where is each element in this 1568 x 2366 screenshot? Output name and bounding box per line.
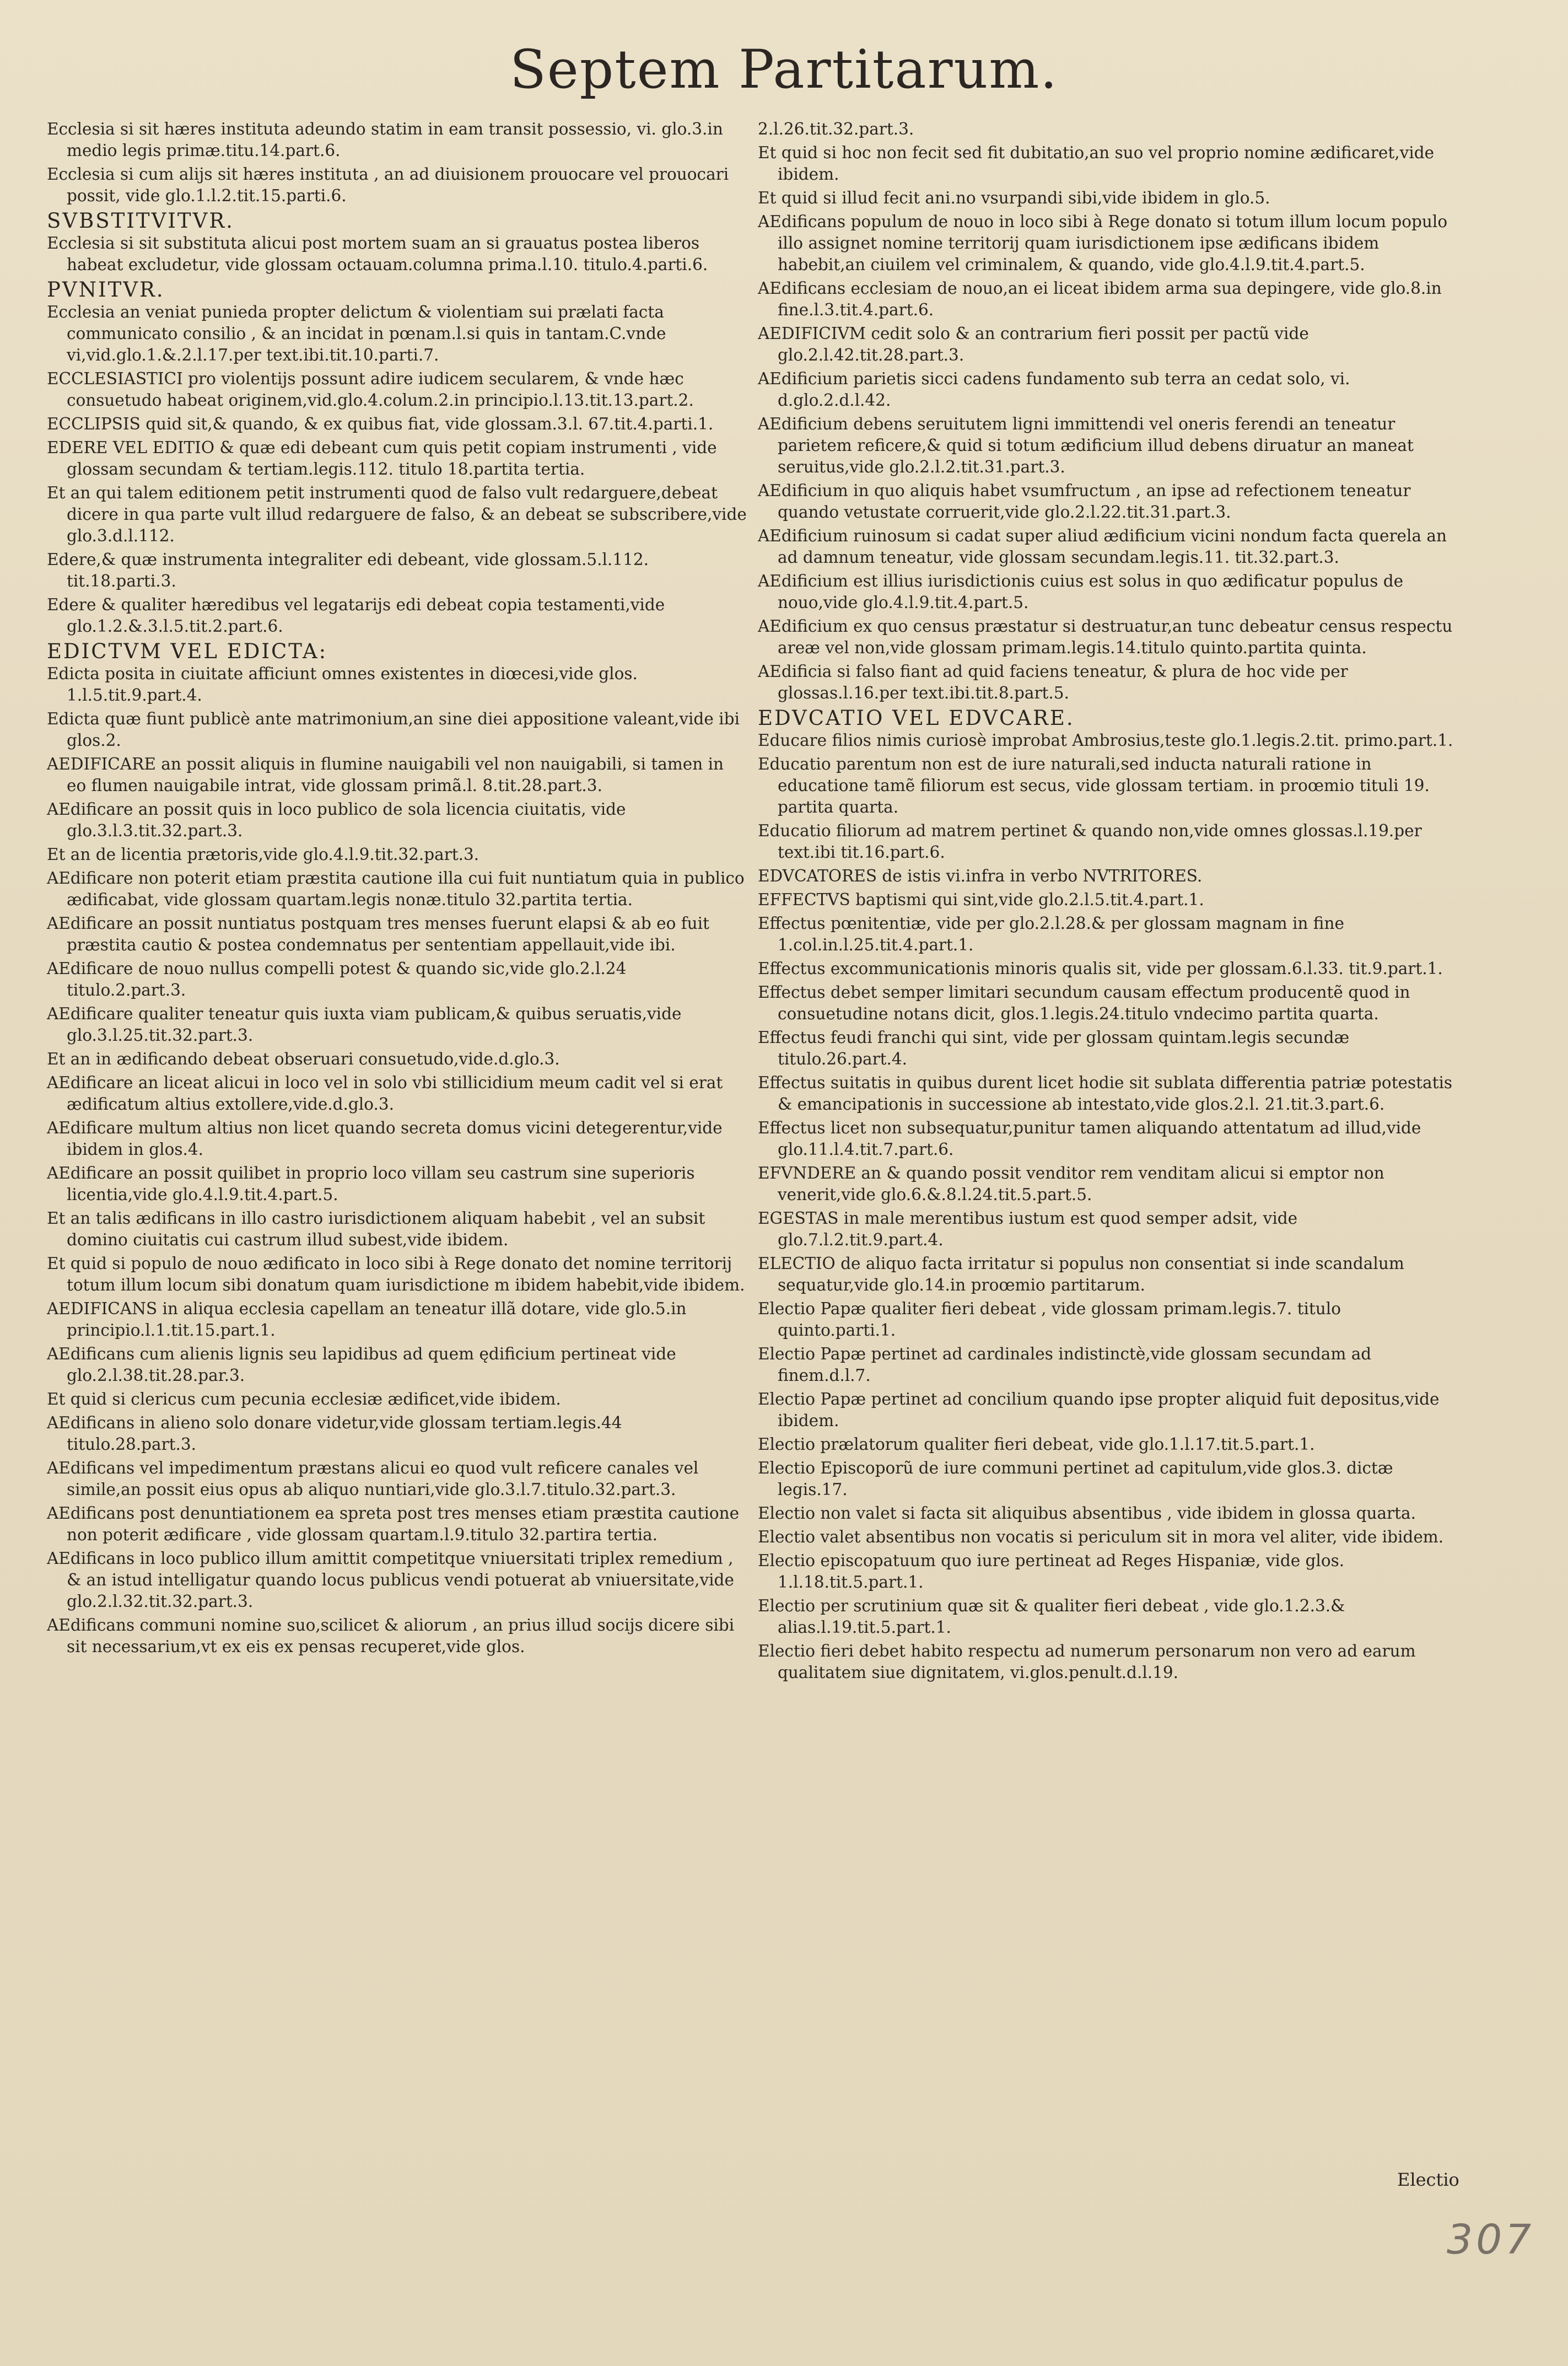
index-entry: Effectus suitatis in quibus durent licet hodie sit sublata differentia patriæ potestatis & emancipationis in successione ab intestato,vide glos.2.l. 21.tit.3.part.6. (758, 1073, 1453, 1114)
index-entry: AEdificium ruinosum si cadat super aliud ædificium vicini nondum facta querela an ad damnum teneatur, vide glossam secundam.legis.11. tit.32.part.3. (758, 526, 1447, 567)
index-entry: AEdificium in quo aliquis habet vsumfructum , an ipse ad refectionem teneatur quando vetustate corruerit,vide glo.2.l.22.tit.31.part.3. (758, 481, 1411, 521)
index-entry: Educatio parentum non est de iure naturali,sed inducta naturali ratione in educatione tamẽ filiorum est secus, vide glossam tertiam. in proœmio tituli 19. partita quarta. (758, 755, 1430, 816)
index-entry: Electio Episcoporũ de iure communi pertinet ad capitulum,vide glos.3. dictæ legis.17. (758, 1459, 1393, 1499)
index-entry: AEdificans vel impedimentum præstans alicui eo quod vult reficere canales vel simile,an possit eius opus ab aliquo nuntiari,vide glo.3.l.7.titulo.32.part.3. (47, 1459, 699, 1499)
index-entry: AEdificans post denuntiationem ea spreta post tres menses etiam præstita cautione non poterit ædificare , vide glossam quartam.l.9.titulo 32.partira tertia. (47, 1504, 740, 1544)
index-entry: AEdificans ecclesiam de nouo,an ei liceat ibidem arma sua depingere, vide glo.8.in fine.l.3.tit.4.part.6. (758, 279, 1442, 319)
index-heading: EDVCATIO VEL EDVCARE. (758, 706, 1075, 730)
index-entry: ECCLESIASTICI pro violentijs possunt adire iudicem secularem, & vnde hæc consuetudo habeat originem,vid.glo.4.colum.2.in principio.l.13.tit.13.part.2. (47, 369, 694, 410)
index-entry: AEdificare non poterit etiam præstita cautione illa cui fuit nuntiatum quia in publico ædificabat, vide glossam quartam.legis nonæ.titulo 32.partita tertia. (47, 869, 745, 909)
index-entry: AEdificium ex quo census præstatur si destruatur,an tunc debeatur census respectu areæ vel non,vide glossam primam.legis.14.titulo quinto.partita quinta. (758, 617, 1453, 657)
index-entry: Ecclesia si sit hæres instituta adeundo statim in eam transit possessio, vi. glo.3.in medio legis primæ.titu.14.part.6. (47, 120, 723, 160)
index-entry: Et quid si hoc non fecit sed fit dubitatio,an suo vel proprio nomine ædificaret,vide ibidem. (758, 143, 1435, 184)
index-entry: Et quid si clericus cum pecunia ecclesiæ ædificet,vide ibidem. (47, 1390, 561, 1408)
index-entry: AEdificium debens seruitutem ligni immittendi vel oneris ferendi an teneatur parietem reficere,& quid si totum ædificium illud debens diruatur an maneat seruitus,vide glo.2.l.2.tit.31.part.3. (758, 415, 1414, 476)
index-entry: Et an de licentia prætoris,vide glo.4.l.9.tit.32.part.3. (47, 845, 479, 864)
index-entry: Effectus feudi franchi qui sint, vide per glossam quintam.legis secundæ titulo.26.part.4. (758, 1028, 1350, 1068)
index-entry: AEdificare de nouo nullus compelli potest & quando sic,vide glo.2.l.24 titulo.2.part.3. (47, 959, 627, 999)
index-heading: PVNITVR. (47, 278, 165, 302)
left-column (47, 119, 747, 1660)
index-entry: Ecclesia si sit substituta alicui post mortem suam an si grauatus postea liberos habeat excludetur, vide glossam octauam.columna prima.l.10. titulo.4.parti.6. (47, 234, 708, 274)
index-entry: Edicta quæ fiunt publicè ante matrimonium,an sine diei appositione valeant,vide ibi glos.2. (47, 709, 740, 750)
index-entry: Ecclesia an veniat punieda propter delictum & violentiam sui prælati facta communicato consilio , & an incidat in pœnam.l.si quis in tantam.C.vnde vi,vid.glo.1.&.2.l.17.per text.ibi.tit.10.parti.7. (47, 303, 666, 364)
index-entry: Effectus licet non subsequatur,punitur tamen aliquando attentatum ad illud,vide glo.11.l.4.tit.7.part.6. (758, 1119, 1421, 1159)
index-entry: ELECTIO de aliquo facta irritatur si populus non consentiat si inde scandalum sequatur,vide glo.14.in proœmio partitarum. (758, 1254, 1404, 1294)
index-entry: Educare filios nimis curiosè improbat Ambrosius,teste glo.1.legis.2.tit. primo.part.1. (758, 731, 1453, 750)
index-entry: AEdificans in alieno solo donare videtur,vide glossam tertiam.legis.44 titulo.28.part.3. (47, 1413, 622, 1454)
index-entry: EDVCATORES de istis vi.infra in verbo NVTRITORES. (758, 867, 1203, 885)
index-entry: ECCLIPSIS quid sit,& quando, & ex quibus fiat, vide glossam.3.l. 67.tit.4.parti.1. (47, 415, 714, 433)
index-entry: AEdificans cum alienis lignis seu lapidibus ad quem ędificium pertineat vide glo.2.l.38.tit.28.par.3. (47, 1345, 676, 1385)
index-entry: Effectus pœnitentiæ, vide per glo.2.l.28.& per glossam magnam in fine 1.col.in.l.25.tit.4.part.1. (758, 914, 1344, 954)
index-entry: Ecclesia si cum alijs sit hæres instituta , an ad diuisionem prouocare vel prouocari possit, vide glo.1.l.2.tit.15.parti.6. (47, 165, 729, 205)
index-entry: AEdificare an liceat alicui in loco vel in solo vbi stillicidium meum cadit vel si erat ædificatum altius extollere,vide.d.glo.3. (47, 1073, 723, 1114)
index-entry: AEdificare an possit quilibet in proprio loco villam seu castrum sine superioris licentia,vide glo.4.l.9.tit.4.part.5. (47, 1164, 695, 1204)
index-entry: Electio Papæ qualiter fieri debeat , vide glossam primam.legis.7. titulo quinto.parti.1. (758, 1299, 1341, 1340)
index-entry: AEDIFICANS in aliqua ecclesia capellam an teneatur illã dotare, vide glo.5.in principio.l.1.tit.15.part.1. (47, 1299, 687, 1340)
index-entry: EFFECTVS baptismi qui sint,vide glo.2.l.5.tit.4.part.1. (758, 890, 1204, 909)
index-entry: Electio episcopatuum quo iure pertineat ad Reges Hispaniæ, vide glos. 1.l.18.tit.5.part.1. (758, 1551, 1345, 1591)
index-entry: Educatio filiorum ad matrem pertinet & quando non,vide omnes glossas.l.19.per text.ibi tit.16.part.6. (758, 821, 1422, 862)
index-entry: Edere,& quæ instrumenta integraliter edi debeant, vide glossam.5.l.112. tit.18.parti.3. (47, 550, 649, 590)
index-entry: AEdificium parietis sicci cadens fundamento sub terra an cedat solo, vi. d.glo.2.d.l.42. (758, 369, 1350, 410)
index-entry: Et an in ædificando debeat obseruari consuetudo,vide.d.glo.3. (47, 1050, 560, 1068)
index-entry: Et quid si illud fecit ani.no vsurpandi sibi,vide ibidem in glo.5. (758, 189, 1270, 207)
index-entry: Electio non valet si facta sit aliquibus absentibus , vide ibidem in glossa quarta. (758, 1504, 1416, 1523)
index-entry: Electio fieri debet habito respectu ad numerum personarum non vero ad earum qualitatem siue dignitatem, vi.glos.penult.d.l.19. (758, 1642, 1416, 1682)
catchword: Electio (1397, 2169, 1459, 2190)
index-entry: AEdificans communi nomine suo,scilicet & aliorum , an prius illud socijs dicere sibi sit necessarium,vt ex eis ex pensas recuperet,vide glos. (47, 1616, 735, 1656)
index-entry: Electio Papæ pertinet ad concilium quando ipse propter aliquid fuit depositus,vide ibidem. (758, 1390, 1440, 1430)
folio-number: 307 (1447, 2216, 1535, 2263)
index-entry: AEdificans populum de nouo in loco sibi à Rege donato si totum illum locum populo illo assignet nomine territorij quam iurisdictionem ipse ædificans ibidem habebit,an ciuilem vel criminalem, & quando, vide glo.4.l.9.tit.4.part.5. (758, 212, 1448, 274)
index-entry: AEdificans in loco publico illum amittit competitque vniuersitati triplex remedium , & an istud intelligatur quando locus publicus vendi potuerat ab vniuersitate,vide glo.2.l.32.tit.32.part.3. (47, 1549, 734, 1611)
index-entry: Et an qui talem editionem petit instrumenti quod de falso vult redarguere,debeat dicere in qua parte vult illud redarguere de falso, & an debeat se subscribere,vide glo.3.d.l.112. (47, 483, 747, 545)
index-entry: AEdificium est illius iurisdictionis cuius est solus in quo ædificatur populus de nouo,vide glo.4.l.9.tit.4.part.5. (758, 572, 1404, 612)
index-entry: Electio valet absentibus non vocatis si periculum sit in mora vel aliter, vide ibidem. (758, 1528, 1444, 1546)
page-title: Septem Partitarum. (510, 39, 1058, 100)
index-entry: Effectus debet semper limitari secundum causam effectum producentẽ quod in consuetudine notans dicit, glos.1.legis.24.titulo vndecimo partita quarta. (758, 983, 1410, 1023)
index-entry: AEdificare multum altius non licet quando secreta domus vicini detegerentur,vide ibidem in glos.4. (47, 1119, 723, 1159)
index-entry: AEdificare an possit nuntiatus postquam tres menses fuerunt elapsi & ab eo fuit præstita cautio & postea condemnatus per sententiam appellauit,vide ibi. (47, 914, 709, 954)
index-entry: Edere & qualiter hæredibus vel legatarijs edi debeat copia testamenti,vide glo.1.2.&.3.l.5.tit.2.part.6. (47, 595, 665, 636)
index-entry: Electio per scrutinium quæ sit & qualiter fieri debeat , vide glo.1.2.3.& alias.l.19.tit.5.part.1. (758, 1596, 1345, 1637)
index-entry: EGESTAS in male merentibus iustum est quod semper adsit, vide glo.7.l.2.tit.9.part.4. (758, 1209, 1298, 1249)
index-entry: EDERE VEL EDITIO & quæ edi debeant cum quis petit copiam instrumenti , vide glossam secundam & tertiam.legis.112. titulo 18.partita tertia. (47, 438, 717, 478)
index-entry: AEdificia si falso fiant ad quid faciens teneatur, & plura de hoc vide per glossas.l.16.per text.ibi.tit.8.part.5. (758, 662, 1348, 702)
index-entry: AEdificare qualiter teneatur quis iuxta viam publicam,& quibus seruatis,vide glo.3.l.25.tit.32.part.3. (47, 1004, 682, 1045)
index-entry: Effectus excommunicationis minoris qualis sit, vide per glossam.6.l.33. tit.9.part.1. (758, 959, 1443, 978)
index-entry: EFVNDERE an & quando possit venditor rem venditam alicui si emptor non venerit,vide glo.6.&.8.l.24.tit.5.part.5. (758, 1164, 1384, 1204)
right-column (758, 119, 1458, 1686)
index-entry: Electio Papæ pertinet ad cardinales indistinctè,vide glossam secundam ad finem.d.l.7. (758, 1345, 1372, 1385)
index-entry: Edicta posita in ciuitate afficiunt omnes existentes in diœcesi,vide glos. 1.l.5.tit.9.part.4. (47, 664, 638, 705)
index-entry: Electio prælatorum qualiter fieri debeat, vide glo.1.l.17.tit.5.part.1. (758, 1435, 1315, 1454)
index-heading: EDICTVM VEL EDICTA: (47, 639, 328, 663)
index-entry: AEDIFICIVM cedit solo & an contrarium fieri possit per pactũ vide glo.2.l.42.tit.28.part.3. (758, 324, 1309, 364)
index-entry: Et an talis ædificans in illo castro iurisdictionem aliquam habebit , vel an subsit domino ciuitatis cui castrum illud subest,vide ibidem. (47, 1209, 705, 1249)
index-entry: Et quid si populo de nouo ædificato in loco sibi à Rege donato det nomine territorij totum illum locum sibi donatum quam iurisdictione m ibidem habebit,vide ibidem. (47, 1254, 745, 1294)
index-entry: 2.l.26.tit.32.part.3. (758, 120, 914, 138)
index-entry: AEDIFICARE an possit aliquis in flumine nauigabili vel non nauigabili, si tamen in eo flumen nauigabile intrat, vide glossam primã.l. 8.tit.28.part.3. (47, 755, 724, 795)
index-entry: AEdificare an possit quis in loco publico de sola licencia ciuitatis, vide glo.3.l.3.tit.32.part.3. (47, 800, 626, 840)
index-heading: SVBSTITVITVR. (47, 209, 234, 233)
